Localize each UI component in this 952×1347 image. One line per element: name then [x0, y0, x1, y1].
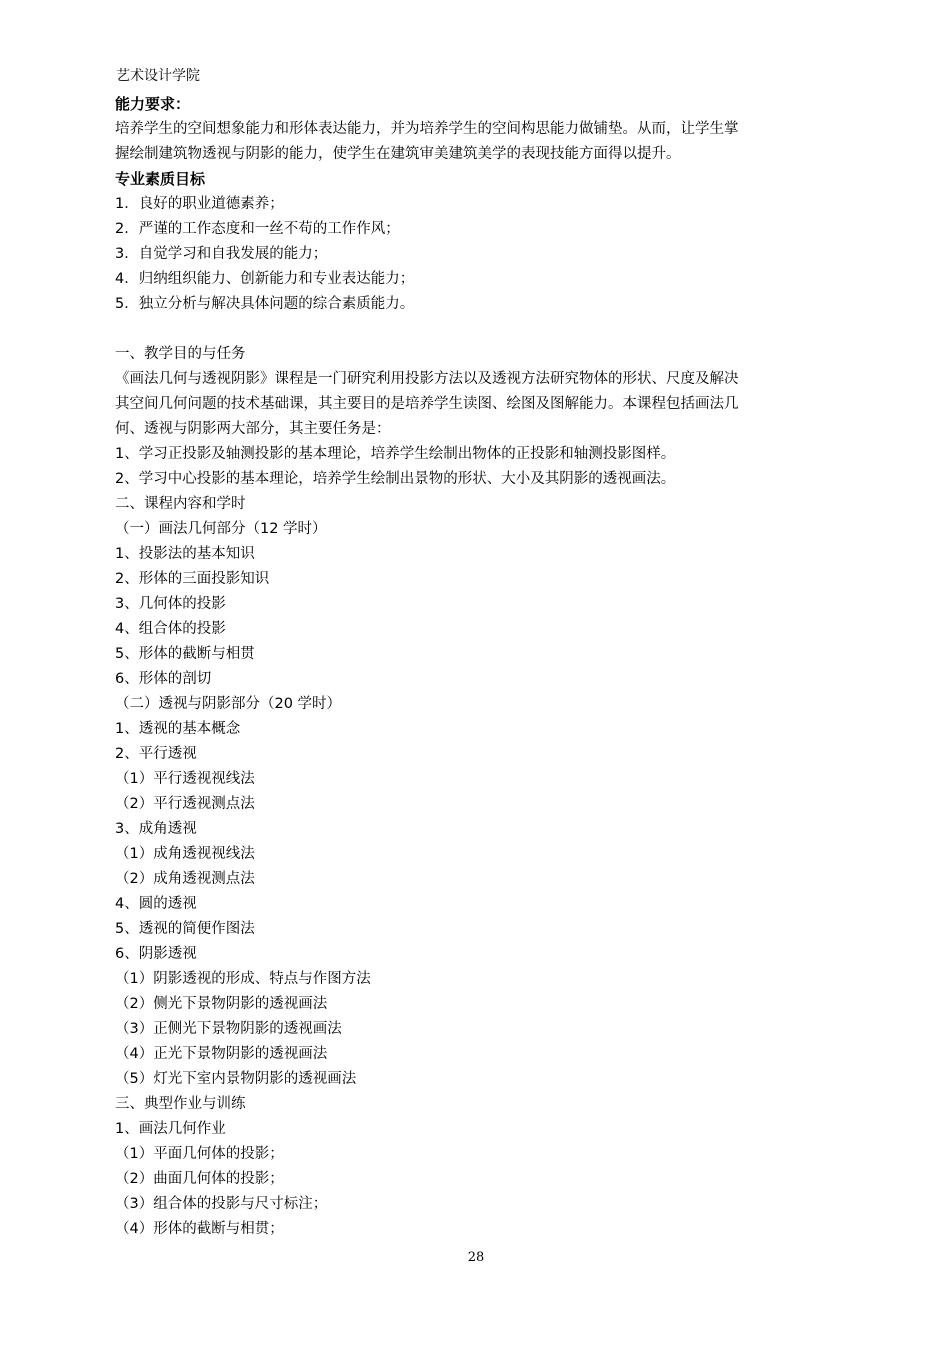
list-item: 5．独立分析与解决具体问题的综合素质能力。	[115, 296, 415, 312]
list-item: 2、平行透视	[115, 746, 197, 762]
list-item: 5、形体的截断与相贯	[115, 646, 255, 662]
list-item: （3）正侧光下景物阴影的透视画法	[115, 1021, 342, 1037]
list-item: 4．归纳组织能力、创新能力和专业表达能力；	[115, 271, 415, 287]
list-item: 3、几何体的投影	[115, 596, 226, 612]
list-item: 2、形体的三面投影知识	[115, 571, 270, 587]
list-item: （2）曲面几何体的投影；	[115, 1171, 284, 1187]
list-item: 6、阴影透视	[115, 946, 197, 962]
list-item: 6、形体的剖切	[115, 671, 212, 687]
list-item: 1、画法几何作业	[115, 1121, 226, 1137]
list-item: 4、圆的透视	[115, 896, 197, 912]
list-item: 4、组合体的投影	[115, 621, 226, 637]
section-heading: 一、教学目的与任务	[115, 346, 246, 362]
list-item: （1）成角透视视线法	[115, 846, 255, 862]
document-body	[115, 92, 843, 1242]
list-item: 1、投影法的基本知识	[115, 546, 255, 562]
list-item: （1）阴影透视的形成、特点与作图方法	[115, 971, 371, 987]
ability-heading: 能力要求：	[115, 95, 191, 113]
list-item: 3、成角透视	[115, 821, 197, 837]
list-item: （4）正光下景物阴影的透视画法	[115, 1046, 328, 1062]
list-item: 1．良好的职业道德素养；	[115, 196, 284, 212]
list-item: （一）画法几何部分（12 学时）	[115, 521, 327, 537]
list-item: （1）平面几何体的投影；	[115, 1146, 284, 1162]
page-number: 28	[467, 1250, 485, 1265]
list-item: 1、透视的基本概念	[115, 721, 241, 737]
list-item: （3）组合体的投影与尺寸标注；	[115, 1196, 328, 1212]
paragraph-line: 《画法几何与透视阴影》课程是一门研究利用投影方法以及透视方法研究物体的形状、尺度及解决	[115, 371, 739, 387]
list-item: （4）形体的截断与相贯；	[115, 1221, 284, 1237]
list-item: （1）平行透视视线法	[115, 771, 255, 787]
paragraph-line: 培养学生的空间想象能力和形体表达能力，并为培养学生的空间构思能力做铺垫。从而，让学生掌	[115, 121, 739, 137]
paragraph-line: 1、学习正投影及轴测投影的基本理论，培养学生绘制出物体的正投影和轴测投影图样。	[115, 446, 676, 462]
quality-heading: 专业素质目标	[115, 170, 206, 188]
list-item: （2）侧光下景物阴影的透视画法	[115, 996, 328, 1012]
spacer	[115, 317, 843, 342]
paragraph-line: 何、透视与阴影两大部分，其主要任务是：	[115, 421, 391, 437]
section-heading: 三、典型作业与训练	[115, 1096, 246, 1112]
page-header: 艺术设计学院	[116, 68, 200, 84]
list-item: 2．严谨的工作态度和一丝不苟的工作作风；	[115, 221, 400, 237]
list-item: 3．自觉学习和自我发展的能力；	[115, 246, 328, 262]
list-item: （二）透视与阴影部分（20 学时）	[115, 696, 342, 712]
list-item: （2）平行透视测点法	[115, 796, 255, 812]
list-item: （2）成角透视测点法	[115, 871, 255, 887]
paragraph-line: 2、学习中心投影的基本理论，培养学生绘制出景物的形状、大小及其阴影的透视画法。	[115, 471, 676, 487]
paragraph-line: 握绘制建筑物透视与阴影的能力，使学生在建筑审美建筑美学的表现技能方面得以提升。	[115, 146, 681, 162]
list-item: 5、透视的简便作图法	[115, 921, 255, 937]
section-heading: 二、课程内容和学时	[115, 496, 246, 512]
paragraph-line: 其空间几何问题的技术基础课，其主要目的是培养学生读图、绘图及图解能力。本课程包括画法几	[115, 396, 739, 412]
list-item: （5）灯光下室内景物阴影的透视画法	[115, 1071, 357, 1087]
